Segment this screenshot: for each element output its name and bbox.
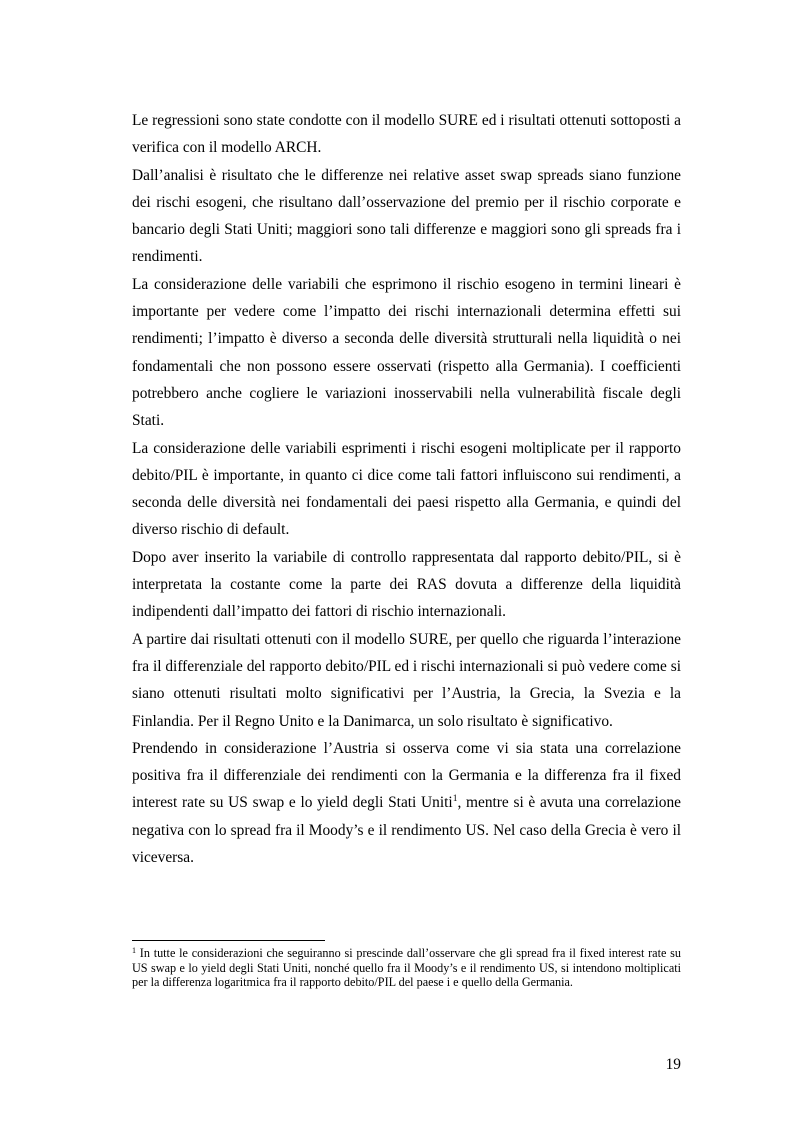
paragraph-6: A partire dai risultati ottenuti con il modello SURE, per quello che riguarda l’interazione fra il differenziale del rapporto debito/PIL ed i rischi internazionali si può vedere come si siano ottenuti risultati molto significativi per l’Austria, la Grecia, la Svezia e la Finlandia. Per il Regno Unito e la Danimarca, un solo risultato è significativo. (132, 630, 681, 730)
footnote (132, 946, 681, 990)
footnote-mark: 1 (132, 946, 136, 955)
paragraph-1: Le regressioni sono state condotte con il modello SURE ed i risultati ottenuti sottoposti a verifica con il modello ARCH. (132, 112, 681, 157)
footnote-separator (132, 940, 325, 941)
paragraph-7-text-start: Prendendo in considerazione l’Austria si osserva come vi sia stata una correlazione positiva fra il differenziale dei rendimenti con la Germania e la differenza fra il fixed interest rate su US swap e lo yield degli Stati Uniti (132, 739, 681, 812)
paragraph-5: Dopo aver inserito la variabile di controllo rappresentata dal rapporto debito/PIL, si è interpretata la costante come la parte dei RAS dovuta a differenze della liquidità indipendenti dall’impatto dei fattori di rischio internazionali. (132, 548, 681, 621)
paragraph-4: La considerazione delle variabili esprimenti i rischi esogeni moltiplicate per il rapporto debito/PIL è importante, in quanto ci dice come tali fattori influiscono sui rendimenti, a seconda delle diversità nei fondamentali dei paesi rispetto alla Germania, e quindi del diverso rischio di default. (132, 439, 681, 539)
paragraph-2: Dall’analisi è risultato che le differenze nei relative asset swap spreads siano funzione dei rischi esogeni, che risultano dall’osservazione del premio per il rischio corporate e bancario degli Stati Uniti; maggiori sono tali differenze e maggiori sono gli spreads fra i rendimenti. (132, 166, 681, 266)
paragraph-3: La considerazione delle variabili che esprimono il rischio esogeno in termini lineari è importante per vedere come l’impatto dei rischi internazionali determina effetti sui rendimenti; l’impatto è diverso a seconda delle diversità strutturali nella liquidità o nei fondamentali che non possono essere osservati (rispetto alla Germania). I coefficienti potrebbero anche cogliere le variazioni inosservabili nella vulnerabilità fiscale degli Stati. (132, 275, 681, 430)
body-text (132, 107, 681, 871)
footnote-reference[interactable]: 1 (452, 794, 458, 805)
paragraph-7 (132, 735, 681, 871)
footnote-text: In tutte le considerazioni che seguiranno si prescinde dall’osservare che gli spread fra il fixed interest rate su US swap e lo yield degli Stati Uniti, nonché quello fra il Moody’s e il rendimento US, si intendono moltiplicati per la differenza logaritmica fra il rapporto debito/PIL del paese i e quello della Germania. (132, 946, 681, 990)
paragraph-7-text-end: , mentre si è avuta una correlazione negativa con lo spread fra il Moody’s e il rendimento US. Nel caso della Grecia è vero il viceversa. (132, 794, 681, 867)
page-number: 19 (665, 1056, 681, 1073)
